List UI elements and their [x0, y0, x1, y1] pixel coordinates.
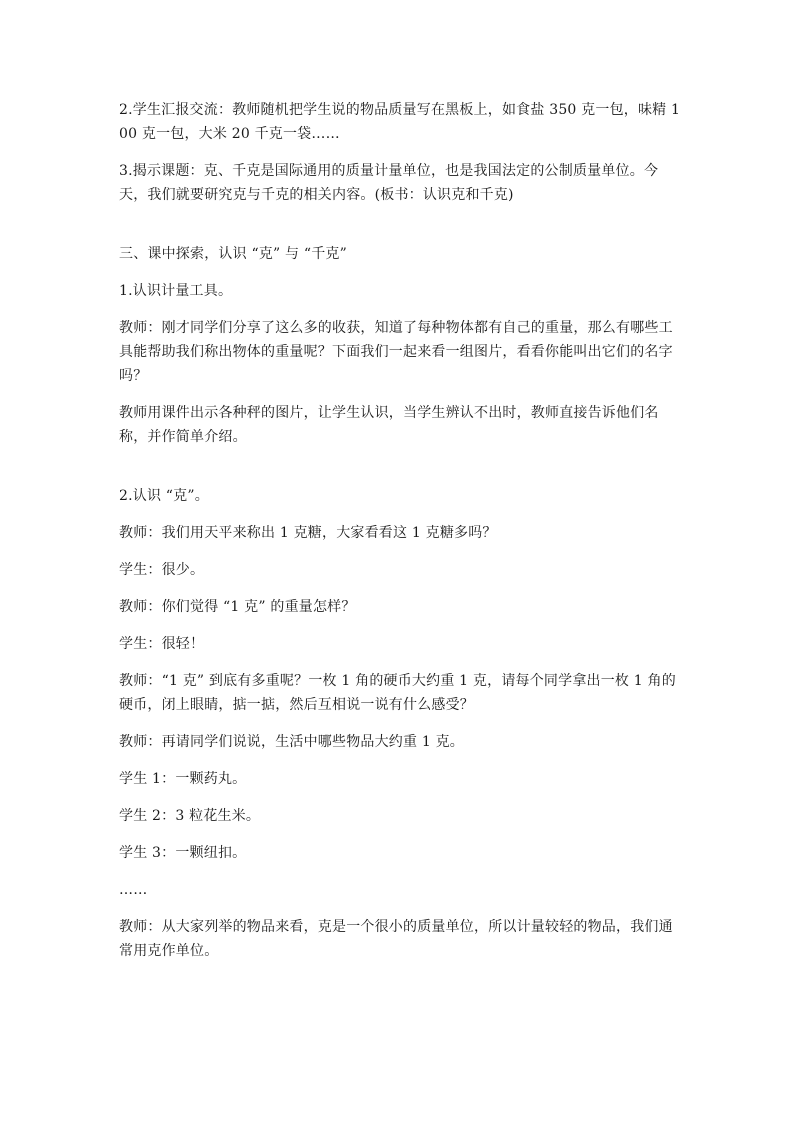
- paragraph-teacher-courseware: 教师用课件出示各种秤的图片，让学生认识，当学生辨认不出时，教师直接告诉他们名称，并作简单介绍。: [119, 405, 659, 445]
- dialogue-line: 教师：再请同学们说说，生活中哪些物品大约重 1 克。: [119, 734, 465, 750]
- subheading-gram: 2.认识 “克”。: [119, 488, 209, 504]
- paragraph-teacher-question: 教师：刚才同学们分享了这么多的收获，知道了每种物体都有自己的重量，那么有哪些工具能帮助我们称出物体的重量呢？下面我们一起来看一组图片，看看你能叫出它们的名字吗？: [119, 320, 673, 384]
- section-heading: 三、课中探索，认识 “克” 与 “千克”: [119, 246, 347, 262]
- ellipsis-line: ……: [119, 882, 148, 898]
- dialogue-line: 教师：我们用天平来称出 1 克糖，大家看看这 1 克糖多吗？: [119, 525, 497, 541]
- dialogue-line: 学生 1：一颗药丸。: [119, 771, 247, 787]
- document-body: [119, 98, 685, 963]
- paragraph-student-report: 2.学生汇报交流：教师随机把学生说的物品质量写在黑板上，如食盐 350 克一包，味精 100 克一包，大米 20 千克一袋……: [119, 102, 681, 142]
- paragraph-conclusion: 教师：从大家列举的物品来看，克是一个很小的质量单位，所以计量较轻的物品，我们通常用克作单位。: [119, 919, 673, 959]
- paragraph-reveal-topic: 3.揭示课题：克、千克是国际通用的质量计量单位，也是我国法定的公制质量单位。今天，我们就要研究克与千克的相关内容。(板书：认识克和千克): [119, 163, 659, 203]
- dialogue-line: 教师：你们觉得 “1 克” 的重量怎样？: [119, 599, 356, 615]
- subheading-measuring-tools: 1.认识计量工具。: [119, 283, 233, 299]
- dialogue-line: 教师：“1 克” 到底有多重呢？一枚 1 角的硬币大约重 1 克，请每个同学拿出一枚 1 角的硬币，闭上眼睛，掂一掂，然后互相说一说有什么感受？: [119, 673, 676, 713]
- dialogue-line: 学生 3：一颗纽扣。: [119, 845, 247, 861]
- dialogue-line: 学生 2：3 粒花生米。: [119, 808, 261, 824]
- dialogue-line: 学生：很轻！: [119, 636, 205, 652]
- dialogue-line: 学生：很少。: [119, 562, 205, 578]
